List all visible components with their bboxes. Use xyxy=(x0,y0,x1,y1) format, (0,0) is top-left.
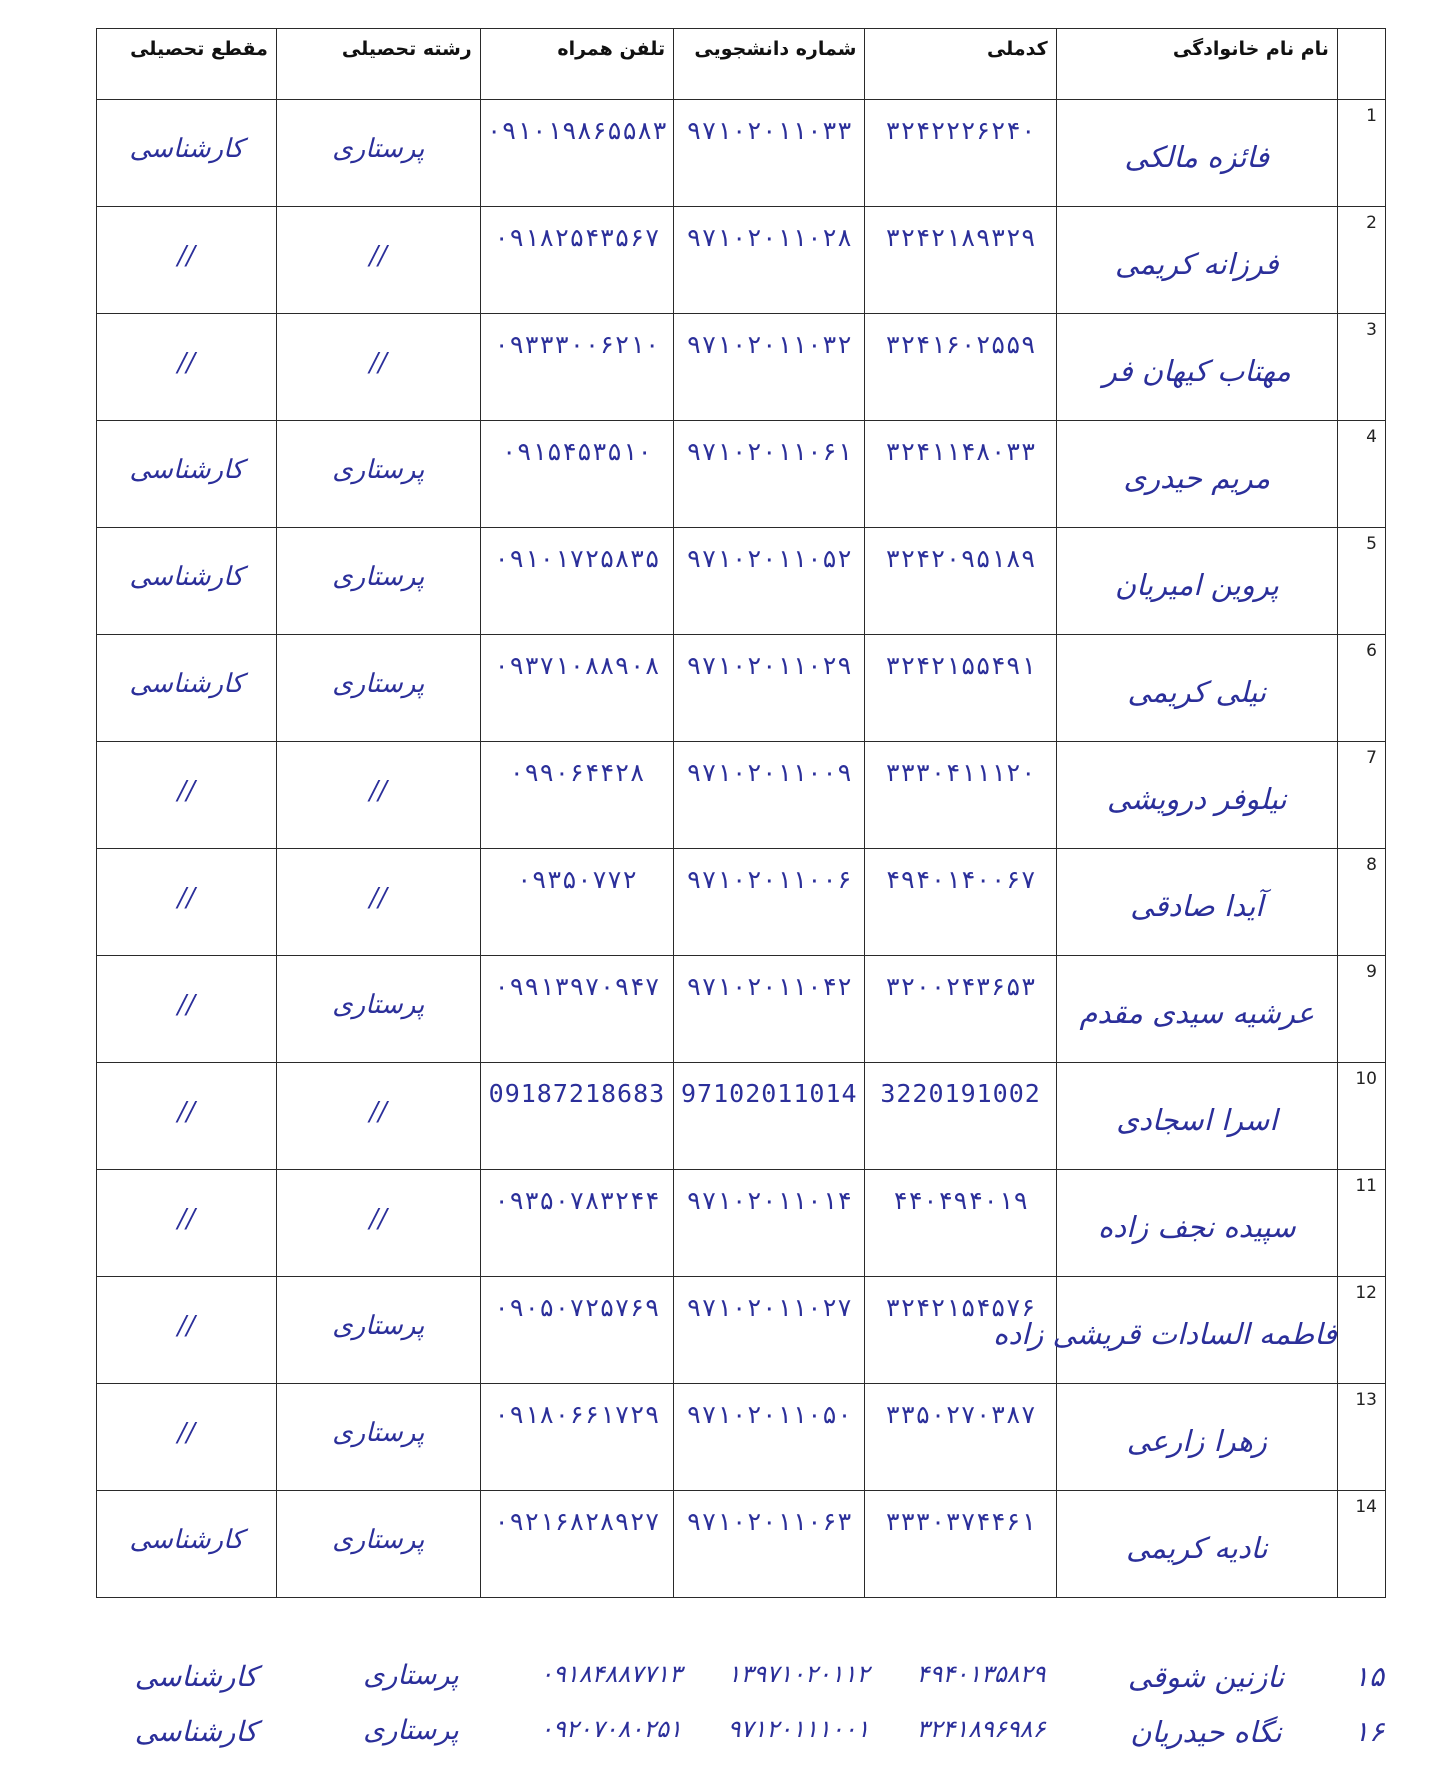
mobile-number: ۰۹۱۵۴۵۳۵۱۰ xyxy=(501,437,653,466)
cell-field-of-study xyxy=(276,314,480,421)
cell-student-name xyxy=(1056,956,1337,1063)
cell-student-number xyxy=(674,1277,865,1384)
cell-row-index xyxy=(1337,528,1385,635)
cell-row-index xyxy=(1337,207,1385,314)
row-index: 5 xyxy=(1366,534,1377,554)
cell-degree-level xyxy=(97,207,277,314)
cell-degree-level xyxy=(97,528,277,635)
student-name: نیلوفر درویشی xyxy=(1107,782,1287,816)
student-name: اسرا اسجادی xyxy=(1116,1103,1278,1137)
cell-row-index xyxy=(1337,849,1385,956)
roster-body xyxy=(97,100,1386,1598)
row-index: 3 xyxy=(1366,320,1377,340)
mobile-number: ۰۹۳۳۳۰۰۶۲۱۰ xyxy=(494,330,660,359)
table-row xyxy=(97,100,1386,207)
cell-field-of-study xyxy=(276,1063,480,1170)
cell-national-code xyxy=(865,849,1056,956)
mobile-number: ۰۹۳۷۱۰۸۸۹۰۸ xyxy=(494,651,660,680)
cell-student-number xyxy=(674,635,865,742)
student-number: ۹۷۱۰۲۰۱۱۰۵۰ xyxy=(686,1400,853,1429)
student-name: مهتاب کیهان فر xyxy=(1102,354,1291,388)
table-row xyxy=(97,742,1386,849)
cell-student-number xyxy=(674,1063,865,1170)
cell-student-name xyxy=(1056,1063,1337,1170)
degree-level: کارشناسی xyxy=(129,562,244,592)
mobile-number: ۰۹۹۱۳۹۷۰۹۴۷ xyxy=(494,972,660,1001)
header-national-code: کدملی xyxy=(865,29,1056,100)
field-of-study: پرستاری xyxy=(332,562,425,592)
cell-national-code xyxy=(865,421,1056,528)
table-row xyxy=(97,1277,1386,1384)
cell-student-name xyxy=(1056,421,1337,528)
cell-student-number xyxy=(674,528,865,635)
national-code: ۴۴۰۴۹۴۰۱۹ xyxy=(892,1186,1029,1215)
header-row xyxy=(97,29,1386,100)
field-of-study: پرستاری xyxy=(332,1311,425,1341)
table-row xyxy=(97,421,1386,528)
degree-level: کارشناسی xyxy=(129,1525,244,1555)
cell-national-code xyxy=(865,100,1056,207)
cell-row-index xyxy=(1337,1170,1385,1277)
student-number: ۹۷۱۲۰۱۱۱۰۰۱ xyxy=(727,1715,870,1743)
cell-field-of-study xyxy=(276,207,480,314)
field-of-study: // xyxy=(369,348,388,378)
header-index xyxy=(1337,29,1385,100)
cell-row-index xyxy=(1337,742,1385,849)
degree-level: // xyxy=(177,1204,196,1234)
mobile-number: ۰۹۱۸۴۸۸۷۷۱۳ xyxy=(540,1660,682,1688)
cell-mobile-number xyxy=(480,1170,673,1277)
degree-level: کارشناسی xyxy=(129,455,244,485)
row-index: 8 xyxy=(1366,855,1377,875)
cell-mobile-number xyxy=(480,421,673,528)
student-name: فرزانه کریمی xyxy=(1115,247,1279,281)
table-row xyxy=(97,956,1386,1063)
cell-student-number xyxy=(674,742,865,849)
cell-student-number xyxy=(674,1491,865,1598)
field-of-study: پرستاری xyxy=(332,455,425,485)
degree-level: کارشناسی xyxy=(129,134,244,164)
mobile-number: ۰۹۰۵۰۷۲۵۷۶۹ xyxy=(494,1293,660,1322)
field-of-study: پرستاری xyxy=(332,134,425,164)
cell-student-name xyxy=(1056,207,1337,314)
field-of-study: پرستاری xyxy=(332,1525,425,1555)
table-row xyxy=(97,207,1386,314)
student-number: ۹۷۱۰۲۰۱۱۰۱۴ xyxy=(686,1186,853,1215)
student-number: ۱۳۹۷۱۰۲۰۱۱۲ xyxy=(727,1660,870,1688)
national-code: ۴۹۴۰۱۳۵۸۲۹ xyxy=(916,1660,1046,1688)
cell-degree-level xyxy=(97,742,277,849)
student-number: ۹۷۱۰۲۰۱۱۰۲۸ xyxy=(686,223,853,252)
degree-level: // xyxy=(177,883,196,913)
table-row xyxy=(97,1063,1386,1170)
student-name: نادیه کریمی xyxy=(1126,1531,1268,1565)
row-index: 7 xyxy=(1366,748,1377,768)
row-index: ۱۶ xyxy=(1353,1715,1384,1748)
student-number: ۹۷۱۰۲۰۱۱۰۴۲ xyxy=(686,972,853,1001)
field-of-study: // xyxy=(369,241,388,271)
student-name: عرشیه سیدی مقدم xyxy=(1079,996,1315,1030)
cell-national-code xyxy=(865,956,1056,1063)
student-roster-table xyxy=(96,28,1386,1598)
cell-mobile-number xyxy=(480,1384,673,1491)
cell-student-name xyxy=(993,1277,1337,1384)
cell-row-index xyxy=(1337,421,1385,528)
student-name: نازنین شوقی xyxy=(1127,1660,1285,1694)
student-number: ۹۷۱۰۲۰۱۱۰۳۳ xyxy=(686,116,853,145)
cell-mobile-number xyxy=(480,207,673,314)
field-of-study: پرستاری xyxy=(332,669,425,699)
cell-mobile-number xyxy=(480,956,673,1063)
cell-degree-level xyxy=(97,1384,277,1491)
student-name: نیلی کریمی xyxy=(1127,675,1267,709)
cell-national-code xyxy=(865,742,1056,849)
cell-student-number xyxy=(674,207,865,314)
cell-mobile-number xyxy=(480,1277,673,1384)
cell-national-code xyxy=(865,314,1056,421)
field-of-study: پرستاری xyxy=(363,1660,459,1691)
cell-field-of-study xyxy=(276,528,480,635)
cell-national-code xyxy=(865,1491,1056,1598)
national-code: ۳۲۴۲۱۵۴۵۷۶ xyxy=(885,1293,1036,1322)
field-of-study: // xyxy=(369,1204,388,1234)
field-of-study: پرستاری xyxy=(332,990,425,1020)
field-of-study: // xyxy=(369,1097,388,1127)
mobile-number: ۰۹۱۸۰۶۶۱۷۲۹ xyxy=(494,1400,660,1429)
student-name: مریم حیدری xyxy=(1123,461,1271,495)
header-field: رشته تحصیلی xyxy=(276,29,480,100)
national-code: ۳۲۴۲۲۲۶۲۴۰ xyxy=(885,116,1036,145)
cell-national-code xyxy=(865,207,1056,314)
mobile-number: ۰۹۳۵۰۷۷۲ xyxy=(516,865,638,894)
cell-student-number xyxy=(674,421,865,528)
row-index: 13 xyxy=(1355,1390,1377,1410)
cell-student-name xyxy=(1056,1491,1337,1598)
cell-degree-level xyxy=(97,956,277,1063)
table-row xyxy=(97,1491,1386,1598)
degree-level: // xyxy=(177,1418,196,1448)
national-code: ۳۳۳۰۴۱۱۱۲۰ xyxy=(885,758,1036,787)
header-student-number: شماره دانشجویی xyxy=(674,29,865,100)
student-number: ۹۷۱۰۲۰۱۱۰۵۲ xyxy=(686,544,853,573)
row-index: 6 xyxy=(1366,641,1377,661)
cell-field-of-study xyxy=(276,849,480,956)
student-name: سپیده نجف زاده xyxy=(1098,1210,1296,1244)
handwritten-row xyxy=(96,1660,1386,1720)
student-number: ۹۷۱۰۲۰۱۱۰۰۹ xyxy=(686,758,853,787)
degree-level: // xyxy=(177,1097,196,1127)
cell-field-of-study xyxy=(276,635,480,742)
row-index: 12 xyxy=(1355,1283,1377,1303)
cell-row-index xyxy=(1337,314,1385,421)
row-index: 9 xyxy=(1366,962,1377,982)
mobile-number: 09187218683 xyxy=(488,1079,666,1108)
cell-mobile-number xyxy=(480,635,673,742)
cell-degree-level xyxy=(97,849,277,956)
cell-field-of-study xyxy=(276,1384,480,1491)
cell-row-index xyxy=(1337,1277,1385,1384)
cell-student-number xyxy=(674,314,865,421)
mobile-number: ۰۹۱۰۱۹۸۶۵۵۸۳ xyxy=(486,116,668,145)
row-index: 1 xyxy=(1366,106,1377,126)
student-number: ۹۷۱۰۲۰۱۱۰۳۲ xyxy=(686,330,853,359)
field-of-study: پرستاری xyxy=(332,1418,425,1448)
cell-national-code xyxy=(865,1063,1056,1170)
cell-student-name xyxy=(1056,635,1337,742)
student-name: زهرا زارعی xyxy=(1126,1424,1267,1458)
cell-student-name xyxy=(1056,1384,1337,1491)
mobile-number: ۰۹۹۰۶۴۴۲۸ xyxy=(509,758,645,787)
cell-field-of-study xyxy=(276,1170,480,1277)
table-row xyxy=(97,314,1386,421)
cell-mobile-number xyxy=(480,1491,673,1598)
mobile-number: ۰۹۱۰۱۷۲۵۸۳۵ xyxy=(494,544,660,573)
cell-student-name xyxy=(1056,528,1337,635)
field-of-study: // xyxy=(369,776,388,806)
cell-student-number xyxy=(674,1170,865,1277)
degree-level: کارشناسی xyxy=(129,669,244,699)
student-number: ۹۷۱۰۲۰۱۱۰۶۳ xyxy=(686,1507,853,1536)
cell-student-name xyxy=(1056,314,1337,421)
degree-level: // xyxy=(177,990,196,1020)
cell-row-index xyxy=(1337,1063,1385,1170)
cell-student-name xyxy=(1056,849,1337,956)
field-of-study: پرستاری xyxy=(363,1715,459,1746)
row-index: 4 xyxy=(1366,427,1377,447)
cell-degree-level xyxy=(97,100,277,207)
cell-student-name xyxy=(1056,1170,1337,1277)
national-code: ۴۹۴۰۱۴۰۰۶۷ xyxy=(885,865,1036,894)
cell-degree-level xyxy=(97,421,277,528)
degree-level: کارشناسی xyxy=(134,1660,258,1693)
cell-national-code xyxy=(865,635,1056,742)
cell-degree-level xyxy=(97,1491,277,1598)
table-row xyxy=(97,635,1386,742)
student-number: ۹۷۱۰۲۰۱۱۰۲۷ xyxy=(686,1293,853,1322)
degree-level: // xyxy=(177,348,196,378)
national-code: ۳۲۴۱۸۹۶۹۸۶ xyxy=(916,1715,1046,1743)
student-name: فائزه مالکی xyxy=(1124,140,1270,174)
cell-national-code xyxy=(865,528,1056,635)
header-name: نام نام خانوادگی xyxy=(1056,29,1337,100)
cell-row-index xyxy=(1337,1491,1385,1598)
student-name: پروین امیریان xyxy=(1114,568,1279,602)
row-index: 14 xyxy=(1355,1497,1377,1517)
student-number: ۹۷۱۰۲۰۱۱۰۶۱ xyxy=(686,437,853,466)
cell-mobile-number xyxy=(480,314,673,421)
national-code: ۳۳۵۰۲۷۰۳۸۷ xyxy=(885,1400,1036,1429)
cell-row-index xyxy=(1337,100,1385,207)
cell-row-index xyxy=(1337,1384,1385,1491)
cell-mobile-number xyxy=(480,849,673,956)
cell-row-index xyxy=(1337,635,1385,742)
table-row xyxy=(97,528,1386,635)
mobile-number: ۰۹۳۵۰۷۸۳۲۴۴ xyxy=(494,1186,660,1215)
degree-level: // xyxy=(177,1311,196,1341)
cell-mobile-number xyxy=(480,742,673,849)
cell-degree-level xyxy=(97,314,277,421)
mobile-number: ۰۹۱۸۲۵۴۳۵۶۷ xyxy=(494,223,660,252)
student-name: فاطمه السادات قریشی زاده xyxy=(993,1317,1337,1351)
national-code: ۳۳۳۰۳۷۴۴۶۱ xyxy=(885,1507,1036,1536)
cell-degree-level xyxy=(97,1277,277,1384)
cell-student-number xyxy=(674,1384,865,1491)
row-index: 11 xyxy=(1355,1176,1377,1196)
cell-mobile-number xyxy=(480,100,673,207)
national-code: ۳۲۴۲۰۹۵۱۸۹ xyxy=(885,544,1036,573)
row-index: 10 xyxy=(1355,1069,1377,1089)
cell-student-number xyxy=(674,956,865,1063)
cell-field-of-study xyxy=(276,1277,480,1384)
cell-field-of-study xyxy=(276,421,480,528)
student-name: آیدا صادقی xyxy=(1130,889,1264,923)
degree-level: کارشناسی xyxy=(134,1715,258,1748)
handwritten-row xyxy=(96,1715,1386,1775)
national-code: ۳۲۴۱۶۰۲۵۵۹ xyxy=(885,330,1036,359)
cell-field-of-study xyxy=(276,100,480,207)
national-code: ۳۲۴۱۱۴۸۰۳۳ xyxy=(885,437,1036,466)
student-number: ۹۷۱۰۲۰۱۱۰۰۶ xyxy=(686,865,853,894)
student-number: ۹۷۱۰۲۰۱۱۰۲۹ xyxy=(686,651,853,680)
field-of-study: // xyxy=(369,883,388,913)
national-code: ۳۲۰۰۲۴۳۶۵۳ xyxy=(885,972,1036,1001)
degree-level: // xyxy=(177,776,196,806)
national-code: ۳۲۴۲۱۸۹۳۲۹ xyxy=(885,223,1036,252)
table-row xyxy=(97,849,1386,956)
cell-national-code xyxy=(865,1384,1056,1491)
national-code: 3220191002 xyxy=(880,1079,1041,1108)
header-mobile: تلفن همراه xyxy=(480,29,673,100)
row-index: 2 xyxy=(1366,213,1377,233)
cell-field-of-study xyxy=(276,1491,480,1598)
cell-student-number xyxy=(674,849,865,956)
row-index: ۱۵ xyxy=(1353,1660,1384,1693)
mobile-number: ۰۹۲۰۷۰۸۰۲۵۱ xyxy=(540,1715,682,1743)
cell-mobile-number xyxy=(480,528,673,635)
cell-degree-level xyxy=(97,635,277,742)
mobile-number: ۰۹۲۱۶۸۲۸۹۲۷ xyxy=(494,1507,660,1536)
cell-mobile-number xyxy=(480,1063,673,1170)
national-code: ۳۲۴۲۱۵۵۴۹۱ xyxy=(885,651,1036,680)
header-level: مقطع تحصیلی xyxy=(97,29,277,100)
cell-field-of-study xyxy=(276,956,480,1063)
cell-student-number xyxy=(674,100,865,207)
cell-degree-level xyxy=(97,1170,277,1277)
cell-student-name xyxy=(1056,742,1337,849)
table-row xyxy=(97,1170,1386,1277)
cell-row-index xyxy=(1337,956,1385,1063)
cell-national-code xyxy=(865,1170,1056,1277)
cell-student-name xyxy=(1056,100,1337,207)
student-number: 97102011014 xyxy=(680,1079,858,1108)
student-name: نگاه حیدریان xyxy=(1130,1715,1282,1749)
degree-level: // xyxy=(177,241,196,271)
cell-field-of-study xyxy=(276,742,480,849)
table-row xyxy=(97,1384,1386,1491)
cell-degree-level xyxy=(97,1063,277,1170)
